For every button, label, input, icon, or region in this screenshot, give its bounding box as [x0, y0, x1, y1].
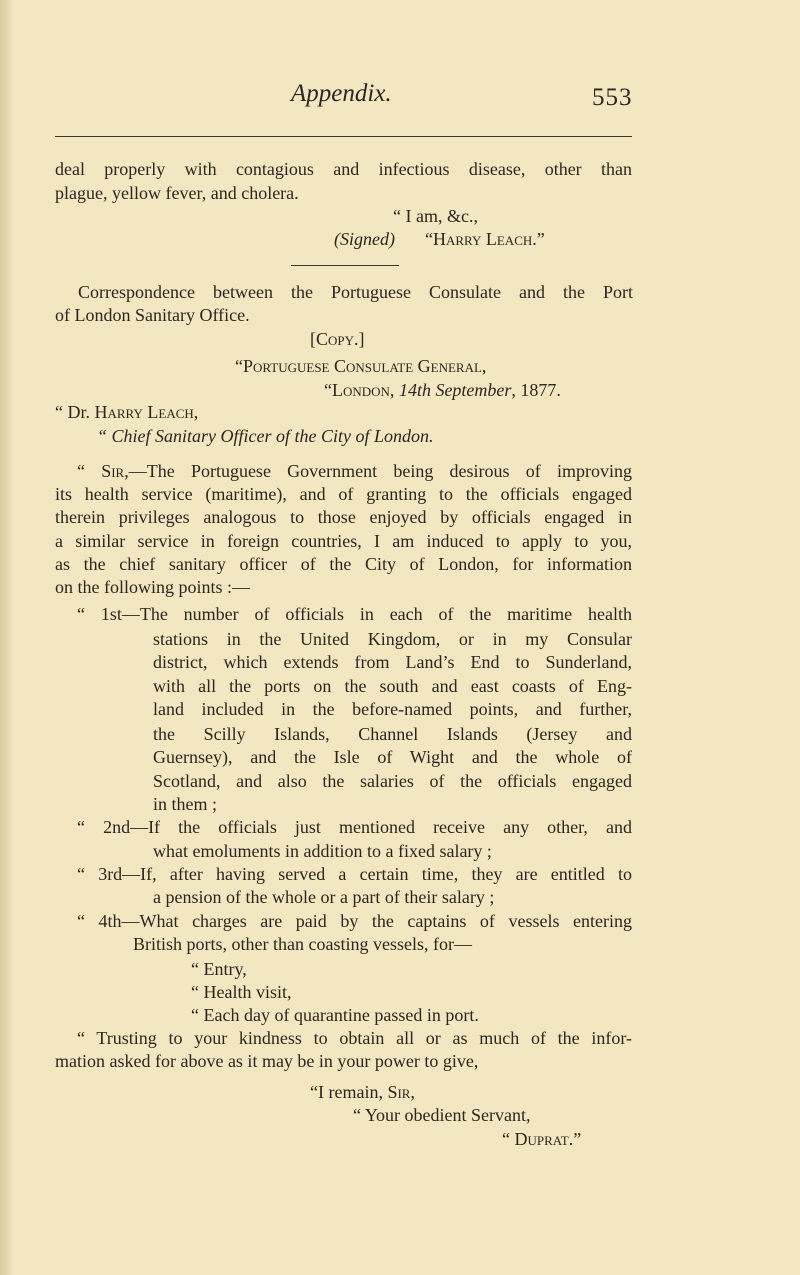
sub-item-quarantine: [191, 1004, 479, 1027]
text: Guernsey), and the Isle of Wight and the whole of: [153, 747, 632, 767]
text: district, which extends from Land’s End to Sunderland,: [153, 652, 632, 672]
letter-addressee: [55, 401, 198, 424]
text: “: [502, 1129, 515, 1149]
text: Sir: [101, 461, 125, 481]
text: “ 1st—The number of officials in each of the maritime health: [77, 604, 632, 624]
signed-label: (Signed): [334, 229, 395, 249]
list-item-1st: [77, 603, 632, 626]
letter-sender: [235, 355, 486, 378]
text: mation asked for above as it may be in your power to give,: [55, 1051, 479, 1071]
text-line: [55, 530, 632, 553]
closing-line: [393, 205, 478, 228]
text: a pension of the whole or a part of their salary ;: [153, 887, 495, 907]
text: stations in the United Kingdom, or in my Consular: [153, 629, 632, 649]
text: British ports, other than coasting vessels, for—: [133, 934, 472, 954]
text-line: [153, 628, 632, 651]
text-line: [153, 675, 632, 698]
text: “: [77, 461, 102, 481]
text-line: [55, 506, 632, 529]
sub-item-health-visit: [191, 981, 291, 1004]
text-line: [55, 1050, 478, 1073]
signature-line: [334, 228, 545, 251]
text: “ I am, &c.,: [393, 206, 478, 226]
text: as the chief sanitary officer of the City of London, for information: [55, 554, 632, 574]
text: “Portuguese Consulate General,: [235, 356, 487, 376]
signatory-name: “Harry Leach.”: [424, 229, 545, 249]
page-gutter-shadow: [0, 0, 14, 1275]
text-line: [153, 886, 494, 909]
text-line: [77, 1027, 632, 1050]
text: “I remain,: [310, 1082, 388, 1102]
text: 14th September: [398, 380, 512, 400]
text: a similar service in foreign countries, I am induced to apply to you,: [55, 531, 632, 551]
text: “ Chief Sanitary Officer of the City of London.: [97, 426, 434, 446]
closing-line: [353, 1104, 530, 1127]
text-line: [133, 933, 472, 956]
text: plague, yellow fever, and cholera.: [55, 183, 299, 203]
section-divider: [291, 265, 399, 266]
text: [Copy.]: [310, 329, 365, 349]
text: land included in the before-named points, and further,: [153, 699, 632, 719]
sub-item-entry: [191, 958, 247, 981]
text: Harry Leach,: [94, 402, 199, 422]
text: “ 3rd—If, after having served a certain time, they are entitled to: [77, 864, 632, 884]
list-item-4th: [77, 910, 632, 933]
text: Correspondence between the Portuguese Consulate and the Port: [78, 282, 633, 302]
text: with all the ports on the south and east coasts of Eng-: [153, 676, 632, 696]
letter-date: [324, 379, 561, 402]
text: “ Trusting to your kindness to obtain all or as much of the infor-: [77, 1028, 632, 1048]
closing-line: [310, 1081, 415, 1104]
text: on the following points :—: [55, 577, 250, 597]
text: “ Each day of quarantine passed in port.: [191, 1005, 479, 1025]
text-line: [77, 460, 632, 483]
text-line: [55, 576, 250, 599]
list-item-3rd: [77, 863, 632, 886]
list-item-2nd: [77, 816, 632, 839]
text-line: [153, 746, 632, 769]
text: ,: [410, 1082, 415, 1102]
text: “ 2nd—If the officials just mentioned receive any other, and: [77, 817, 632, 837]
text: in them ;: [153, 794, 217, 814]
text: what emoluments in addition to a fixed salary ;: [153, 841, 492, 861]
text-line: [153, 698, 632, 721]
text-line: [55, 304, 250, 327]
text: deal properly with contagious and infectious disease, other than: [55, 159, 632, 179]
text-line: [153, 793, 217, 816]
text-line: [55, 158, 632, 181]
copy-heading: [310, 328, 365, 351]
text: “ Your obedient Servant,: [353, 1105, 531, 1125]
text-line: [55, 182, 299, 205]
running-header-title: Appendix.: [291, 80, 392, 107]
signatory-name: Duprat: [514, 1129, 569, 1149]
text: .”: [568, 1129, 582, 1149]
text-line: [78, 281, 633, 304]
text: “ 4th—What charges are paid by the captains of vessels entering: [77, 911, 632, 931]
text: the Scilly Islands, Channel Islands (Jersey and: [153, 724, 632, 744]
text: Scotland, and also the salaries of the officials engaged: [153, 771, 632, 791]
text-line: [153, 723, 632, 746]
text: “ Entry,: [191, 959, 247, 979]
text: , 1877.: [511, 380, 561, 400]
page-number: 553: [592, 84, 633, 111]
text: therein privileges analogous to those enjoyed by officials engaged in: [55, 507, 632, 527]
text-line: [55, 483, 632, 506]
text: “London,: [324, 380, 399, 400]
text: ,—The Portuguese Government being desirous of improving: [124, 461, 632, 481]
signature-line: [502, 1128, 581, 1151]
text: its health service (maritime), and of granting to the officials engaged: [55, 484, 632, 504]
header-rule: [55, 136, 632, 137]
text: “ Dr.: [55, 402, 95, 422]
text-line: [153, 770, 632, 793]
text-line: [153, 651, 632, 674]
text-line: [153, 840, 492, 863]
text-line: [55, 553, 632, 576]
text: Sir: [387, 1082, 411, 1102]
text: “ Health visit,: [191, 982, 292, 1002]
addressee-title: [97, 425, 434, 448]
text: of London Sanitary Office.: [55, 305, 250, 325]
